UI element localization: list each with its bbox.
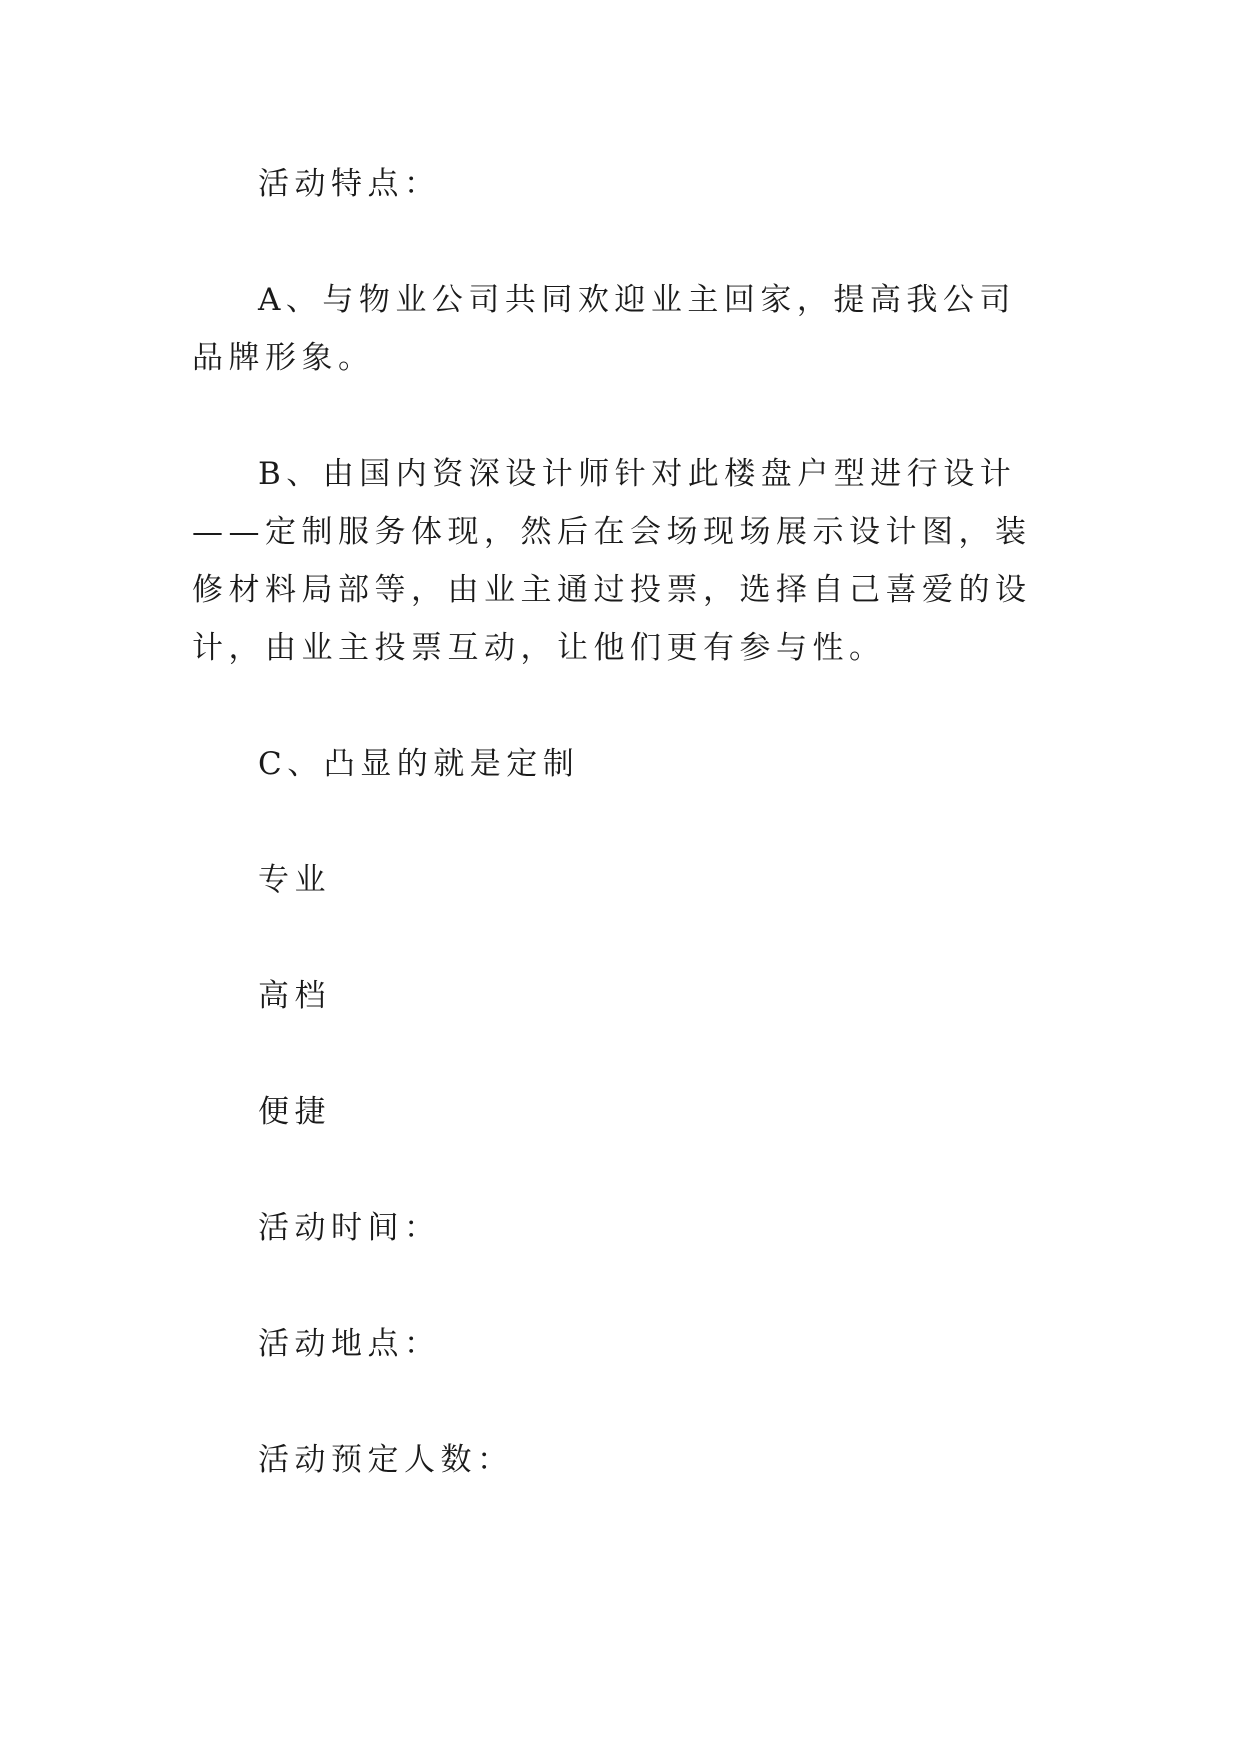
list-item-convenient: 便捷 [258, 1094, 331, 1130]
list-item-professional: 专业 [258, 862, 331, 898]
field-activity-location: 活动地点： [258, 1326, 441, 1362]
heading-activity-features: 活动特点： [258, 166, 441, 202]
paragraph-feature-a: A、与物业公司共同欢迎业主回家，提高我公司品牌形象。 [192, 282, 1016, 376]
paragraph-feature-c: C、凸显的就是定制 [258, 746, 580, 782]
field-activity-headcount: 活动预定人数： [258, 1442, 514, 1478]
paragraph-feature-b: B、由国内资深设计师针对此楼盘户型进行设计——定制服务体现，然后在会场现场展示设计图，装修材料局部等，由业主通过投票，选择自己喜爱的设计，由业主投票互动，让他们更有参与性。 [192, 456, 1032, 666]
document-body [192, 155, 1050, 1547]
field-activity-time: 活动时间： [258, 1210, 441, 1246]
list-item-high-end: 高档 [258, 978, 331, 1014]
